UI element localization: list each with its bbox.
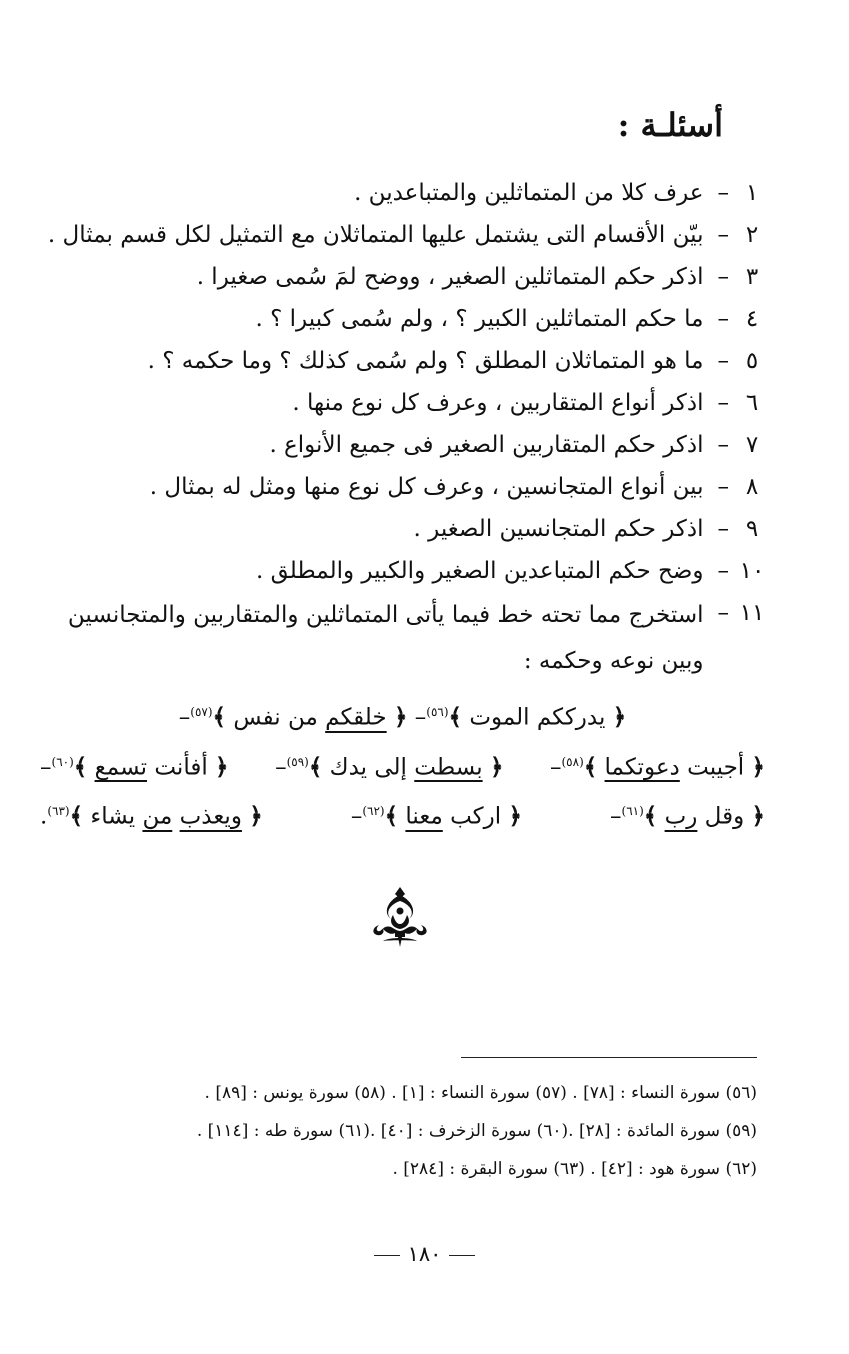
- question-number: ٨: [745, 474, 759, 500]
- example-item: ﴿ وقل رب ﴾$^{(٦١)}$–: [610, 802, 765, 830]
- example-item: ﴿ ويعذب من يشاء ﴾$^{(٦٣)}$.: [40, 802, 263, 830]
- question-dash: –: [717, 348, 729, 374]
- footnote-line: (٦٢) سورة هود : [٤٢] . (٦٣) سورة البقرة : [٢٨٤] .: [392, 1159, 757, 1179]
- underlined-word: معنا: [405, 803, 443, 830]
- questions-list: [40, 172, 765, 684]
- floral-ornament-icon: [365, 885, 435, 949]
- question-text: ما هو المتماثلان المطلق ؟ ولم سُمى كذلك ؟ وما حكمه ؟ .: [147, 348, 704, 374]
- question-dash: –: [717, 474, 729, 500]
- example-item: ﴿ أجيبت دعوتكما ﴾$^{(٥٨)}$–: [549, 753, 765, 781]
- question-text: اذكر أنواع المتقاربين ، وعرف كل نوع منها .: [292, 390, 704, 416]
- question-number: ٥: [745, 348, 759, 374]
- footnote-ref[interactable]: (٦٠): [51, 754, 74, 769]
- question-dash: –: [717, 390, 729, 416]
- page-title: أسئلـة :: [617, 106, 723, 144]
- question-number: ٦: [745, 390, 759, 416]
- page-number-value: ١٨٠: [407, 1242, 442, 1266]
- question-number: ١٠: [739, 558, 765, 584]
- example-phrase: اركب: [450, 803, 502, 830]
- quran-examples: [40, 690, 765, 839]
- footnote-line: (٥٩) سورة المائدة : [٢٨] .(٦٠) سورة الزخرف : [٤٠] .(٦١) سورة طه : [١١٤] .: [196, 1121, 757, 1141]
- question-item: [40, 508, 765, 550]
- question-number: ١١: [739, 600, 765, 626]
- underlined-word: خلقكم: [325, 704, 387, 731]
- example-line: [40, 789, 765, 839]
- example-line: ﴿ يدرككم الموت ﴾$^{(٥٦)}$– ﴿ خلقكم من نفس ﴾$^{(٥٧)}$–: [178, 703, 627, 731]
- example-line: [40, 740, 765, 790]
- question-number: ٣: [745, 264, 759, 290]
- question-text: بيّن الأقسام التى يشتمل عليها المتماثلان مع التمثيل لكل قسم بمثال .: [47, 222, 704, 248]
- example-phrase: يدرككم الموت: [469, 704, 606, 731]
- question-item: [40, 214, 765, 256]
- example-item: ﴿ اركب معنا ﴾$^{(٦٢)}$–: [350, 802, 522, 830]
- question-text: اذكر حكم المتقاربين الصغير فى جميع الأنواع .: [269, 432, 704, 458]
- question-item: [40, 424, 765, 466]
- footnote-ref[interactable]: (٦٢): [362, 804, 385, 819]
- footnote-divider: [461, 1057, 757, 1058]
- underlined-word: دعوتكما: [604, 754, 680, 781]
- example-phrase: من نفس: [233, 704, 318, 731]
- question-number: ١: [745, 180, 759, 206]
- question-number: ٤: [745, 306, 759, 332]
- example-phrase: أجيبت: [687, 754, 745, 781]
- underlined-word: بسطت: [414, 754, 483, 781]
- question-text: اذكر حكم المتماثلين الصغير ، ووضح لمَ سُمى صغيرا .: [196, 264, 704, 290]
- example-item: ﴿ بسطت إلى يدك ﴾$^{(٥٩)}$–: [275, 753, 504, 781]
- footnote-line: (٥٦) سورة النساء : [٧٨] . (٥٧) سورة النساء : [١] . (٥٨) سورة يونس : [٨٩] .: [204, 1083, 757, 1103]
- footnote-ref[interactable]: (٥٨): [561, 754, 584, 769]
- question-dash: –: [717, 306, 729, 332]
- question-number: ٧: [745, 432, 759, 458]
- question-item: [40, 382, 765, 424]
- underlined-word: رب: [664, 803, 698, 830]
- question-item: [40, 550, 765, 592]
- question-dash: –: [717, 516, 729, 542]
- question-item: [40, 256, 765, 298]
- example-phrase: وقل: [704, 803, 745, 830]
- question-dash: –: [717, 222, 729, 248]
- footnote-ref[interactable]: (٦٣): [47, 804, 70, 819]
- footnote-ref[interactable]: (٥٧): [190, 705, 213, 719]
- example-phrase: إلى يدك: [329, 754, 407, 781]
- underlined-word: ويعذب: [179, 803, 242, 830]
- footnote-ref[interactable]: (٥٩): [286, 754, 309, 769]
- footnote-ref[interactable]: (٥٦): [426, 705, 449, 719]
- question-text: استخرج مما تحته خط فيما يأتى المتماثلين والمتقاربين والمتجانسين وبين نوعه وحكمه :: [67, 602, 704, 674]
- question-item: [40, 592, 765, 684]
- underlined-word: من: [142, 803, 173, 830]
- question-text: بين أنواع المتجانسين ، وعرف كل نوع منها ومثل له بمثال .: [149, 474, 704, 500]
- question-dash: –: [717, 432, 729, 458]
- question-dash: –: [717, 600, 729, 626]
- footnote-ref[interactable]: (٦١): [621, 804, 644, 819]
- question-dash: –: [717, 264, 729, 290]
- question-item: [40, 340, 765, 382]
- underlined-word: تسمع: [94, 754, 148, 781]
- question-dash: –: [717, 180, 729, 206]
- page-number: [0, 1242, 849, 1266]
- question-number: ٩: [745, 516, 759, 542]
- example-item: ﴿ أفأنت تسمع ﴾$^{(٦٠)}$–: [40, 753, 229, 781]
- question-text: ما حكم المتماثلين الكبير ؟ ، ولم سُمى كبيرا ؟ .: [255, 306, 704, 332]
- question-text: وضح حكم المتباعدين الصغير والكبير والمطلق .: [256, 558, 704, 584]
- question-item: [40, 172, 765, 214]
- question-number: ٢: [745, 222, 759, 248]
- question-dash: –: [717, 558, 729, 584]
- footnotes: [40, 1074, 757, 1188]
- example-phrase: يشاء: [90, 803, 136, 830]
- question-text: عرف كلا من المتماثلين والمتباعدين .: [354, 180, 704, 206]
- example-phrase: أفأنت: [154, 754, 208, 781]
- question-item: [40, 298, 765, 340]
- question-item: [40, 466, 765, 508]
- question-text: اذكر حكم المتجانسين الصغير .: [413, 516, 704, 542]
